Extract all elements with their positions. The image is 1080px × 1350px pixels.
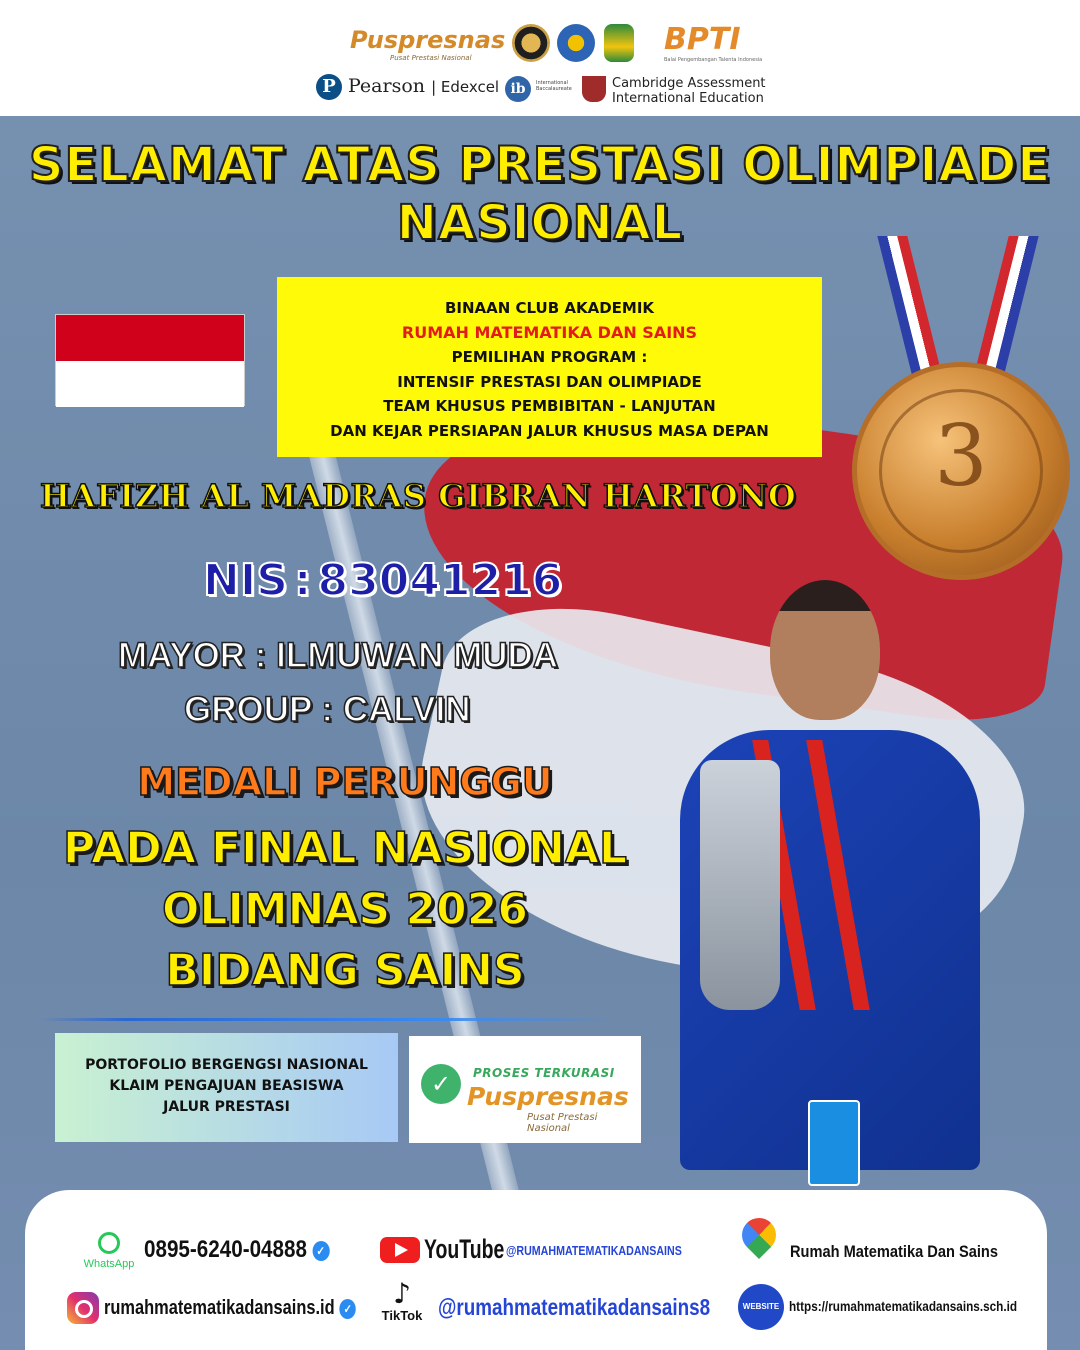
congratulations-title [0, 136, 1080, 252]
bpti-logo [664, 22, 762, 63]
student-photo [680, 580, 1000, 1180]
tiktok-label: TikTok [381, 1308, 423, 1323]
tiktok-icon[interactable]: ♪ TikTok [376, 1280, 428, 1323]
whatsapp-icon[interactable] [80, 1232, 138, 1270]
student-nis: NIS : 83041216 [203, 555, 563, 606]
contact-footer [25, 1190, 1047, 1350]
portfolio-line-1: PORTOFOLIO BERGENGSI NASIONAL [85, 1057, 368, 1073]
maps-location-link[interactable]: Rumah Matematika Dan Sains [790, 1242, 998, 1261]
phone-number-link[interactable] [144, 1236, 329, 1264]
cambridge-line-2: International Education [612, 91, 764, 106]
achievement-line-2: OLIMNAS 2026 [162, 884, 528, 935]
achievement-line-1: PADA FINAL NASIONAL [62, 823, 628, 874]
title-line-2: NASIONAL [396, 195, 684, 251]
curation-brand-text: Puspresnas [467, 1082, 629, 1111]
verified-icon: ✓ [312, 1241, 329, 1261]
youtube-icon[interactable] [380, 1237, 420, 1263]
medal-number: 3 [934, 407, 988, 505]
provincial-emblem-logo [604, 24, 634, 62]
curation-badge [409, 1036, 641, 1143]
student-head [770, 580, 880, 720]
logo-strip [0, 0, 1080, 116]
pearson-icon: P [316, 74, 342, 100]
puspresnas-logo [350, 26, 505, 62]
puspresnas-logo-tag: Pusat Prestasi Nasional [390, 54, 472, 62]
instagram-handle-link[interactable] [104, 1297, 356, 1320]
info-line-1: BINAAN CLUB AKADEMIK [444, 299, 655, 317]
divider [40, 1018, 615, 1021]
student-group: GROUP : CALVIN [184, 690, 471, 729]
info-line-2: RUMAH MATEMATIKA DAN SAINS [401, 322, 698, 342]
student-name: HAFIZH AL MADRAS GIBRAN HARTONO [40, 477, 797, 515]
achievement-line-3: BIDANG SAINS [165, 945, 525, 996]
bpti-logo-tag: Balai Pengembangan Talenta Indonesia [664, 57, 763, 63]
portfolio-line-3: JALUR PRESTASI [163, 1099, 290, 1115]
info-line-4: INTENSIF PRESTASI DAN OLIMPIADE [397, 372, 702, 391]
whatsapp-label: WhatsApp [83, 1258, 135, 1270]
website-url-link[interactable]: https://rumahmatematikadansains.sch.id [789, 1298, 1018, 1314]
instagram-icon[interactable] [67, 1292, 99, 1324]
website-globe-icon[interactable]: WEBSITE [738, 1284, 784, 1330]
student-mayor: MAYOR : ILMUWAN MUDA [118, 636, 559, 675]
info-line-5: TEAM KHUSUS PEMBIBITAN - LANJUTAN [383, 397, 716, 415]
institution-seal-logo [512, 24, 550, 62]
id-card [808, 1100, 860, 1186]
bpti-logo-text: BPTI [664, 22, 741, 57]
info-line-6: DAN KEJAR PERSIAPAN JALUR KHUSUS MASA DEPAN [330, 421, 769, 440]
nis-label: NIS [203, 555, 288, 606]
puspresnas-logo-text: Puspresnas [350, 26, 506, 54]
youtube-wordmark[interactable]: YouTube [424, 1234, 505, 1264]
curation-top-text: PROSES TERKURASI [473, 1066, 615, 1080]
check-badge-icon: ✓ [421, 1064, 461, 1104]
instagram-handle: rumahmatematikadansains.id [104, 1297, 335, 1319]
program-info-box [277, 277, 822, 457]
title-line-1: SELAMAT ATAS PRESTASI OLIMPIADE [28, 137, 1052, 193]
pearson-text: Pearson [348, 75, 426, 97]
cambridge-line-1: Cambridge Assessment [612, 76, 766, 91]
pearson-edexcel-logo [316, 74, 499, 100]
nis-value: 83041216 [317, 555, 563, 606]
indonesia-flag-icon [55, 314, 245, 406]
cambridge-shield-icon [582, 76, 606, 102]
cambridge-logo-text [612, 76, 766, 106]
tut-wuri-handayani-logo [557, 24, 595, 62]
microscope-icon [700, 760, 780, 1010]
info-line-3: PEMILIHAN PROGRAM : [451, 348, 648, 366]
ib-logo-icon: ib [505, 76, 531, 102]
portfolio-box [55, 1033, 398, 1142]
google-maps-icon[interactable] [742, 1218, 776, 1262]
portfolio-line-2: KLAIM PENGAJUAN BEASISWA [109, 1078, 344, 1094]
bronze-medal-icon [852, 362, 1070, 580]
youtube-handle-link[interactable]: @RUMAHMATEMATIKADANSAINS [506, 1243, 682, 1258]
edexcel-text: | Edexcel [431, 78, 500, 96]
ib-logo-text: International Baccalaureate [536, 80, 572, 92]
verified-icon: ✓ [340, 1299, 356, 1319]
phone-number: 0895-6240-04888 [144, 1236, 307, 1263]
tiktok-handle-link[interactable]: @rumahmatematikadansains8 [438, 1294, 711, 1320]
medal-type-text: MEDALI PERUNGGU [137, 760, 553, 804]
curation-sub-text: Pusat Prestasi Nasional [527, 1112, 598, 1134]
